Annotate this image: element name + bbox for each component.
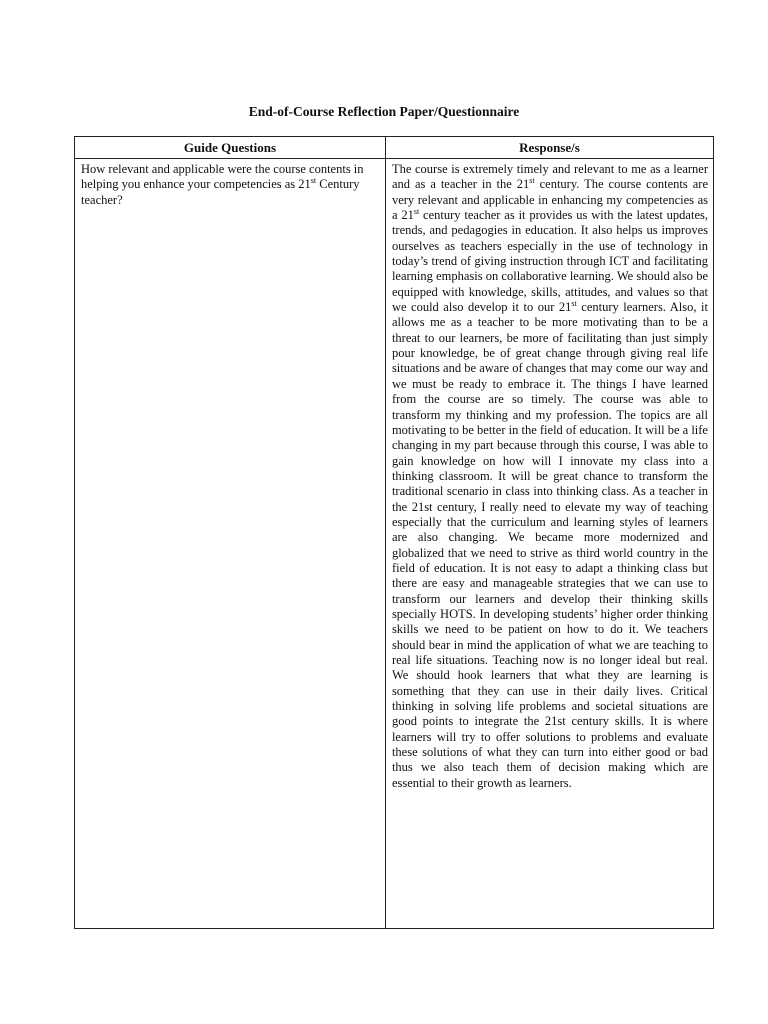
guide-questions-header: Guide Questions — [75, 137, 386, 159]
table-row — [75, 159, 714, 929]
response-superscript-3: st — [571, 298, 577, 308]
reflection-table — [74, 136, 714, 929]
response-text-4: century learners. Also, it allows me as a teacher to be more motivating than to be a threat to our learners, be more of facilitating than just simply pour knowledge, be of great change through giving real life situations and be aware of changes that may come our way and we must be ready to embrace it. The things I have learned from the course are so timely. The course was able to transform my thinking and my profession. The topics are all motivating to be better in the field of education. It will be a life changing in my part because through this course, I was able to gain knowledge on how will I innovate my class into a thinking classroom. It will be great chance to transform the traditional scenario in class into thinking class. As a teacher in the 21st century, I really need to elevate my way of teaching especially that the curriculum and learning styles of learners are also changing. We became more modernized and globalized that we need to strive as third world country in the field of education. It is not easy to adapt a thinking class but there are easy and manageable strategies that we can use to transform our learners and develop their thinking skills specially HOTS. In developing students’ higher order thinking skills we need to be patient on how to do it. We teachers should bear in mind the application of what we are teaching to real life situations. Teaching now is no longer ideal but real. We should hook learners that what they are learning is something that they can use in their daily lives. Critical thinking in solving life problems and societal situations are good points to integrate the 21st century skills. It is where learners will try to offer solutions to problems and evaluate these solutions of what they can turn into either good or bad thus we also teach them of decision making which are essential to their growth as learners. — [391, 300, 708, 790]
question-superscript: st — [310, 176, 317, 186]
response-superscript-1: st — [529, 176, 535, 186]
question-text-end: Century teacher? — [81, 177, 360, 207]
document-title: End-of-Course Reflection Paper/Questionnaire — [248, 104, 520, 119]
response-text-1: The course is extremely timely and relevant to me as a learner and as a teacher in the 21 — [391, 162, 708, 192]
response-superscript-2: st — [413, 206, 420, 216]
table-header-row — [75, 137, 714, 159]
response-text-2: century. The course contents are very relevant and applicable in enhancing my competencies as a 21 — [391, 177, 708, 223]
question-text: How relevant and applicable were the course contents in helping you enhance your competencies as 21 — [81, 162, 364, 192]
response-cell — [385, 159, 713, 929]
question-cell — [75, 159, 386, 929]
responses-header: Response/s — [385, 137, 713, 159]
response-text-3: century teacher as it provides us with the latest updates, trends, and pedagogies in education. It also helps us improves ourselves as teachers especially in the use of technology in today’s trend of giving instruction through ICT and facilitating learning emphasis on collaborative learning. We should also be equipped with knowledge, skills, attitudes, and values so that we could also develop it to our 21 — [391, 208, 708, 315]
